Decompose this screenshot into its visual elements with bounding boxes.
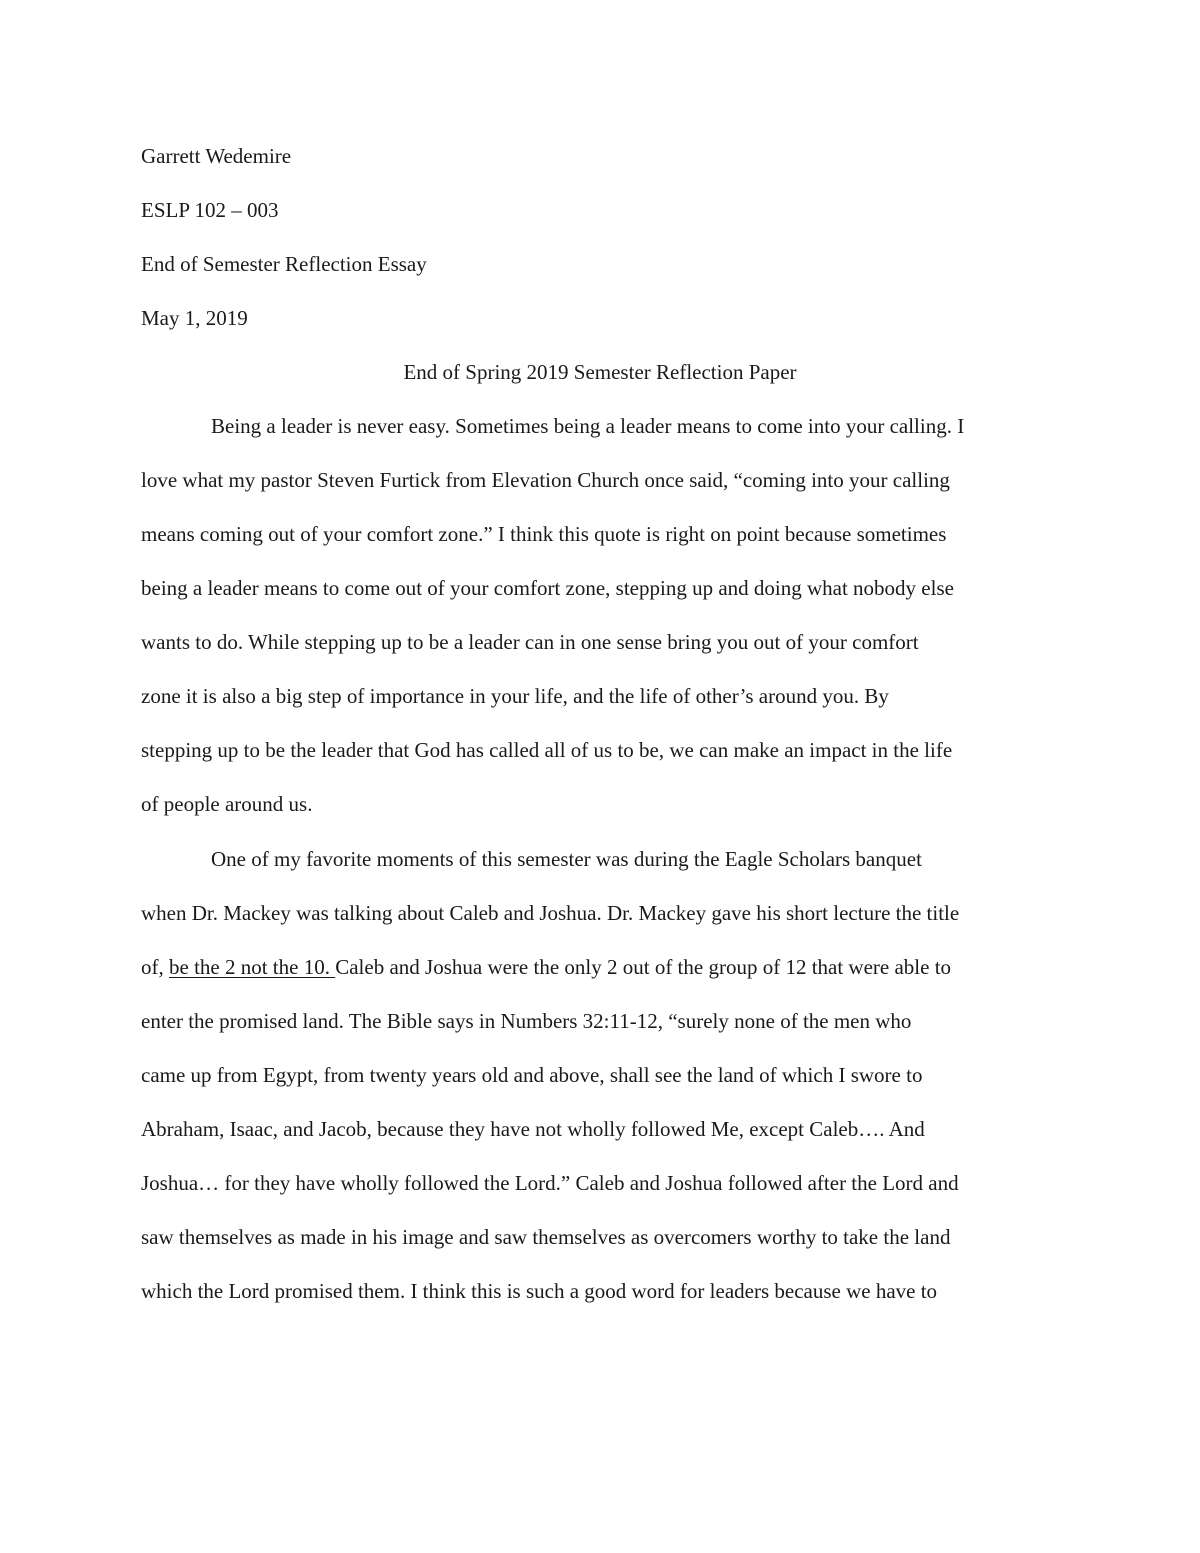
paragraph-line: when Dr. Mackey was talking about Caleb and Joshua. Dr. Mackey gave his short lecture the title [141,901,960,925]
essay-title: End of Spring 2019 Semester Reflection Paper [403,360,797,384]
line-text: Caleb and Joshua were the only 2 out of the group of 12 that were able to [335,955,952,979]
paragraph-line: Being a leader is never easy. Sometimes being a leader means to come into your calling. I [211,414,965,438]
paragraph-line: Abraham, Isaac, and Jacob, because they have not wholly followed Me, except Caleb…. And [141,1117,925,1141]
paragraph-line: saw themselves as made in his image and saw themselves as overcomers worthy to take the land [141,1225,951,1249]
paragraph-line: stepping up to be the leader that God has called all of us to be, we can make an impact in the life [141,738,953,762]
paragraph-line [141,953,1061,981]
course-code: ESLP 102 – 003 [141,198,279,222]
paragraph-line: came up from Egypt, from twenty years old and above, shall see the land of which I swore to [141,1063,923,1087]
paragraph-line: zone it is also a big step of importance in your life, and the life of other’s around you. By [141,684,889,708]
line-text: of, [141,955,169,979]
assignment-name: End of Semester Reflection Essay [141,252,427,276]
author-name: Garrett Wedemire [141,144,292,168]
paragraph-line: being a leader means to come out of your comfort zone, stepping up and doing what nobody else [141,576,954,600]
essay-date: May 1, 2019 [141,306,248,330]
paragraph-line: enter the promised land. The Bible says in Numbers 32:11-12, “surely none of the men who [141,1009,912,1033]
paragraph-line: One of my favorite moments of this semester was during the Eagle Scholars banquet [211,847,922,871]
underlined-phrase: be the 2 not the 10. [169,955,336,979]
paragraph-line: which the Lord promised them. I think this is such a good word for leaders because we have to [141,1279,938,1303]
paragraph-line: means coming out of your comfort zone.” I think this quote is right on point because sometimes [141,522,947,546]
paragraph-line: of people around us. [141,792,313,816]
paragraph-line: Joshua… for they have wholly followed the Lord.” Caleb and Joshua followed after the Lord and [141,1171,959,1195]
paragraph-line: wants to do. While stepping up to be a leader can in one sense bring you out of your comfort [141,630,919,654]
paragraph-line: love what my pastor Steven Furtick from Elevation Church once said, “coming into your calling [141,468,950,492]
